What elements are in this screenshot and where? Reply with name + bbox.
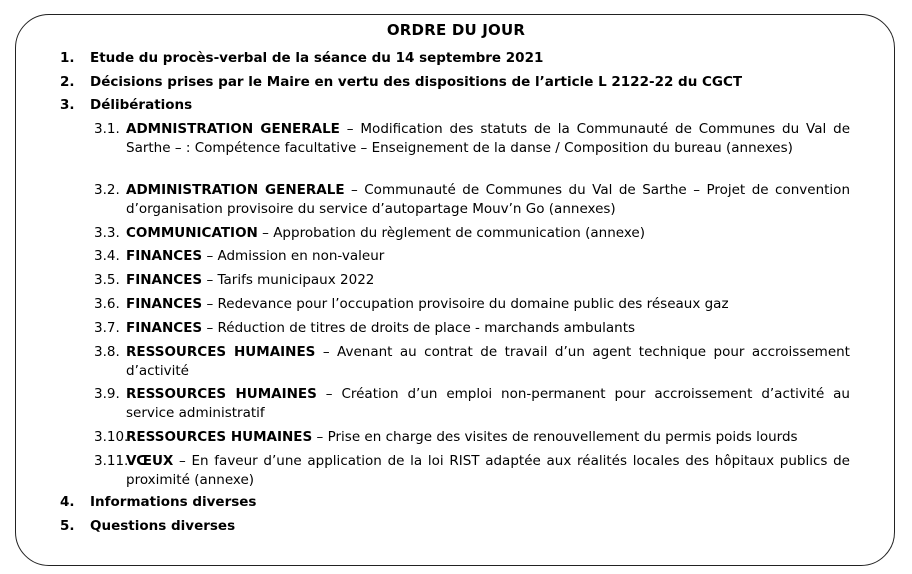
agenda-item-5 bbox=[60, 518, 235, 534]
sub-number: 3.9. bbox=[94, 386, 120, 402]
deliberation-3-9 bbox=[94, 385, 850, 423]
deliberation-text: – Redevance pour l’occupation provisoire du domaine public des réseaux gaz bbox=[202, 296, 729, 312]
item-number: 3. bbox=[60, 97, 75, 113]
agenda-item-1 bbox=[60, 50, 543, 66]
deliberation-text: – Tarifs municipaux 2022 bbox=[202, 272, 375, 288]
category-label: FINANCES bbox=[126, 296, 203, 312]
item-number: 1. bbox=[60, 50, 75, 66]
agenda-item-4 bbox=[60, 494, 256, 510]
deliberation-3-4 bbox=[94, 247, 850, 266]
deliberation-text: – En faveur d’une application de la loi RIST adaptée aux réalités locales des hôpitaux publics de proximité (annexe) bbox=[126, 453, 850, 488]
category-label: FINANCES bbox=[126, 272, 203, 288]
category-label: VŒUX bbox=[126, 453, 174, 469]
deliberation-3-3 bbox=[94, 224, 850, 243]
sub-number: 3.8. bbox=[94, 344, 120, 360]
agenda-item-3 bbox=[60, 97, 192, 113]
item-text: Décisions prises par le Maire en vertu des dispositions de l’article L 2122-22 du CGCT bbox=[90, 74, 743, 90]
item-text: Etude du procès-verbal de la séance du 14 septembre 2021 bbox=[90, 50, 544, 66]
category-label: FINANCES bbox=[126, 248, 203, 264]
deliberation-3-7 bbox=[94, 319, 850, 338]
deliberation-text: – Réduction de titres de droits de place - marchands ambulants bbox=[202, 320, 636, 336]
item-number: 4. bbox=[60, 494, 75, 510]
deliberation-3-10 bbox=[94, 428, 850, 447]
deliberation-text: – Création d’un emploi non-permanent pour accroissement d’activité au service administratif bbox=[126, 386, 850, 421]
category-label: COMMUNICATION bbox=[126, 225, 258, 241]
deliberation-text: – Communauté de Communes du Val de Sarthe – Projet de convention d’organisation provisoire du service d’autopartage Mouv’n Go (annexes) bbox=[126, 182, 850, 217]
sub-number: 3.10. bbox=[94, 429, 129, 445]
sub-number: 3.6. bbox=[94, 296, 120, 312]
deliberation-text: – Avenant au contrat de travail d’un agent technique pour accroissement d’activité bbox=[126, 344, 850, 379]
category-label: ADMNISTRATION GENERALE bbox=[126, 121, 340, 137]
sub-number: 3.2. bbox=[94, 182, 120, 198]
category-label: FINANCES bbox=[126, 320, 203, 336]
agenda-item-2 bbox=[60, 74, 742, 90]
agenda-title: ORDRE DU JOUR bbox=[386, 21, 526, 39]
item-text: Informations diverses bbox=[90, 494, 257, 510]
deliberation-text: – Modification des statuts de la Communauté de Communes du Val de Sarthe – : Compétence facultative – Enseignement de la danse / Composition du bureau (annexes) bbox=[126, 121, 850, 156]
item-text: Délibérations bbox=[90, 97, 193, 113]
deliberation-3-5 bbox=[94, 271, 850, 290]
category-label: RESSOURCES HUMAINES bbox=[126, 429, 313, 445]
item-number: 5. bbox=[60, 518, 75, 534]
sub-number: 3.3. bbox=[94, 225, 120, 241]
deliberation-3-6 bbox=[94, 295, 850, 314]
deliberation-text: – Prise en charge des visites de renouvellement du permis poids lourds bbox=[312, 429, 798, 445]
sub-number: 3.5. bbox=[94, 272, 120, 288]
deliberation-3-8 bbox=[94, 343, 850, 381]
sub-number: 3.4. bbox=[94, 248, 120, 264]
item-text: Questions diverses bbox=[90, 518, 236, 534]
sub-number: 3.11. bbox=[94, 453, 129, 469]
category-label: RESSOURCES HUMAINES bbox=[126, 344, 316, 360]
sub-number: 3.1. bbox=[94, 121, 120, 137]
deliberation-text: – Approbation du règlement de communication (annexe) bbox=[257, 225, 645, 241]
deliberation-text: – Admission en non-valeur bbox=[202, 248, 385, 264]
deliberation-3-2 bbox=[94, 181, 850, 219]
item-number: 2. bbox=[60, 74, 75, 90]
deliberation-3-1 bbox=[94, 120, 850, 158]
sub-number: 3.7. bbox=[94, 320, 120, 336]
category-label: ADMINISTRATION GENERALE bbox=[126, 182, 345, 198]
category-label: RESSOURCES HUMAINES bbox=[126, 386, 317, 402]
deliberation-3-11 bbox=[94, 452, 850, 490]
